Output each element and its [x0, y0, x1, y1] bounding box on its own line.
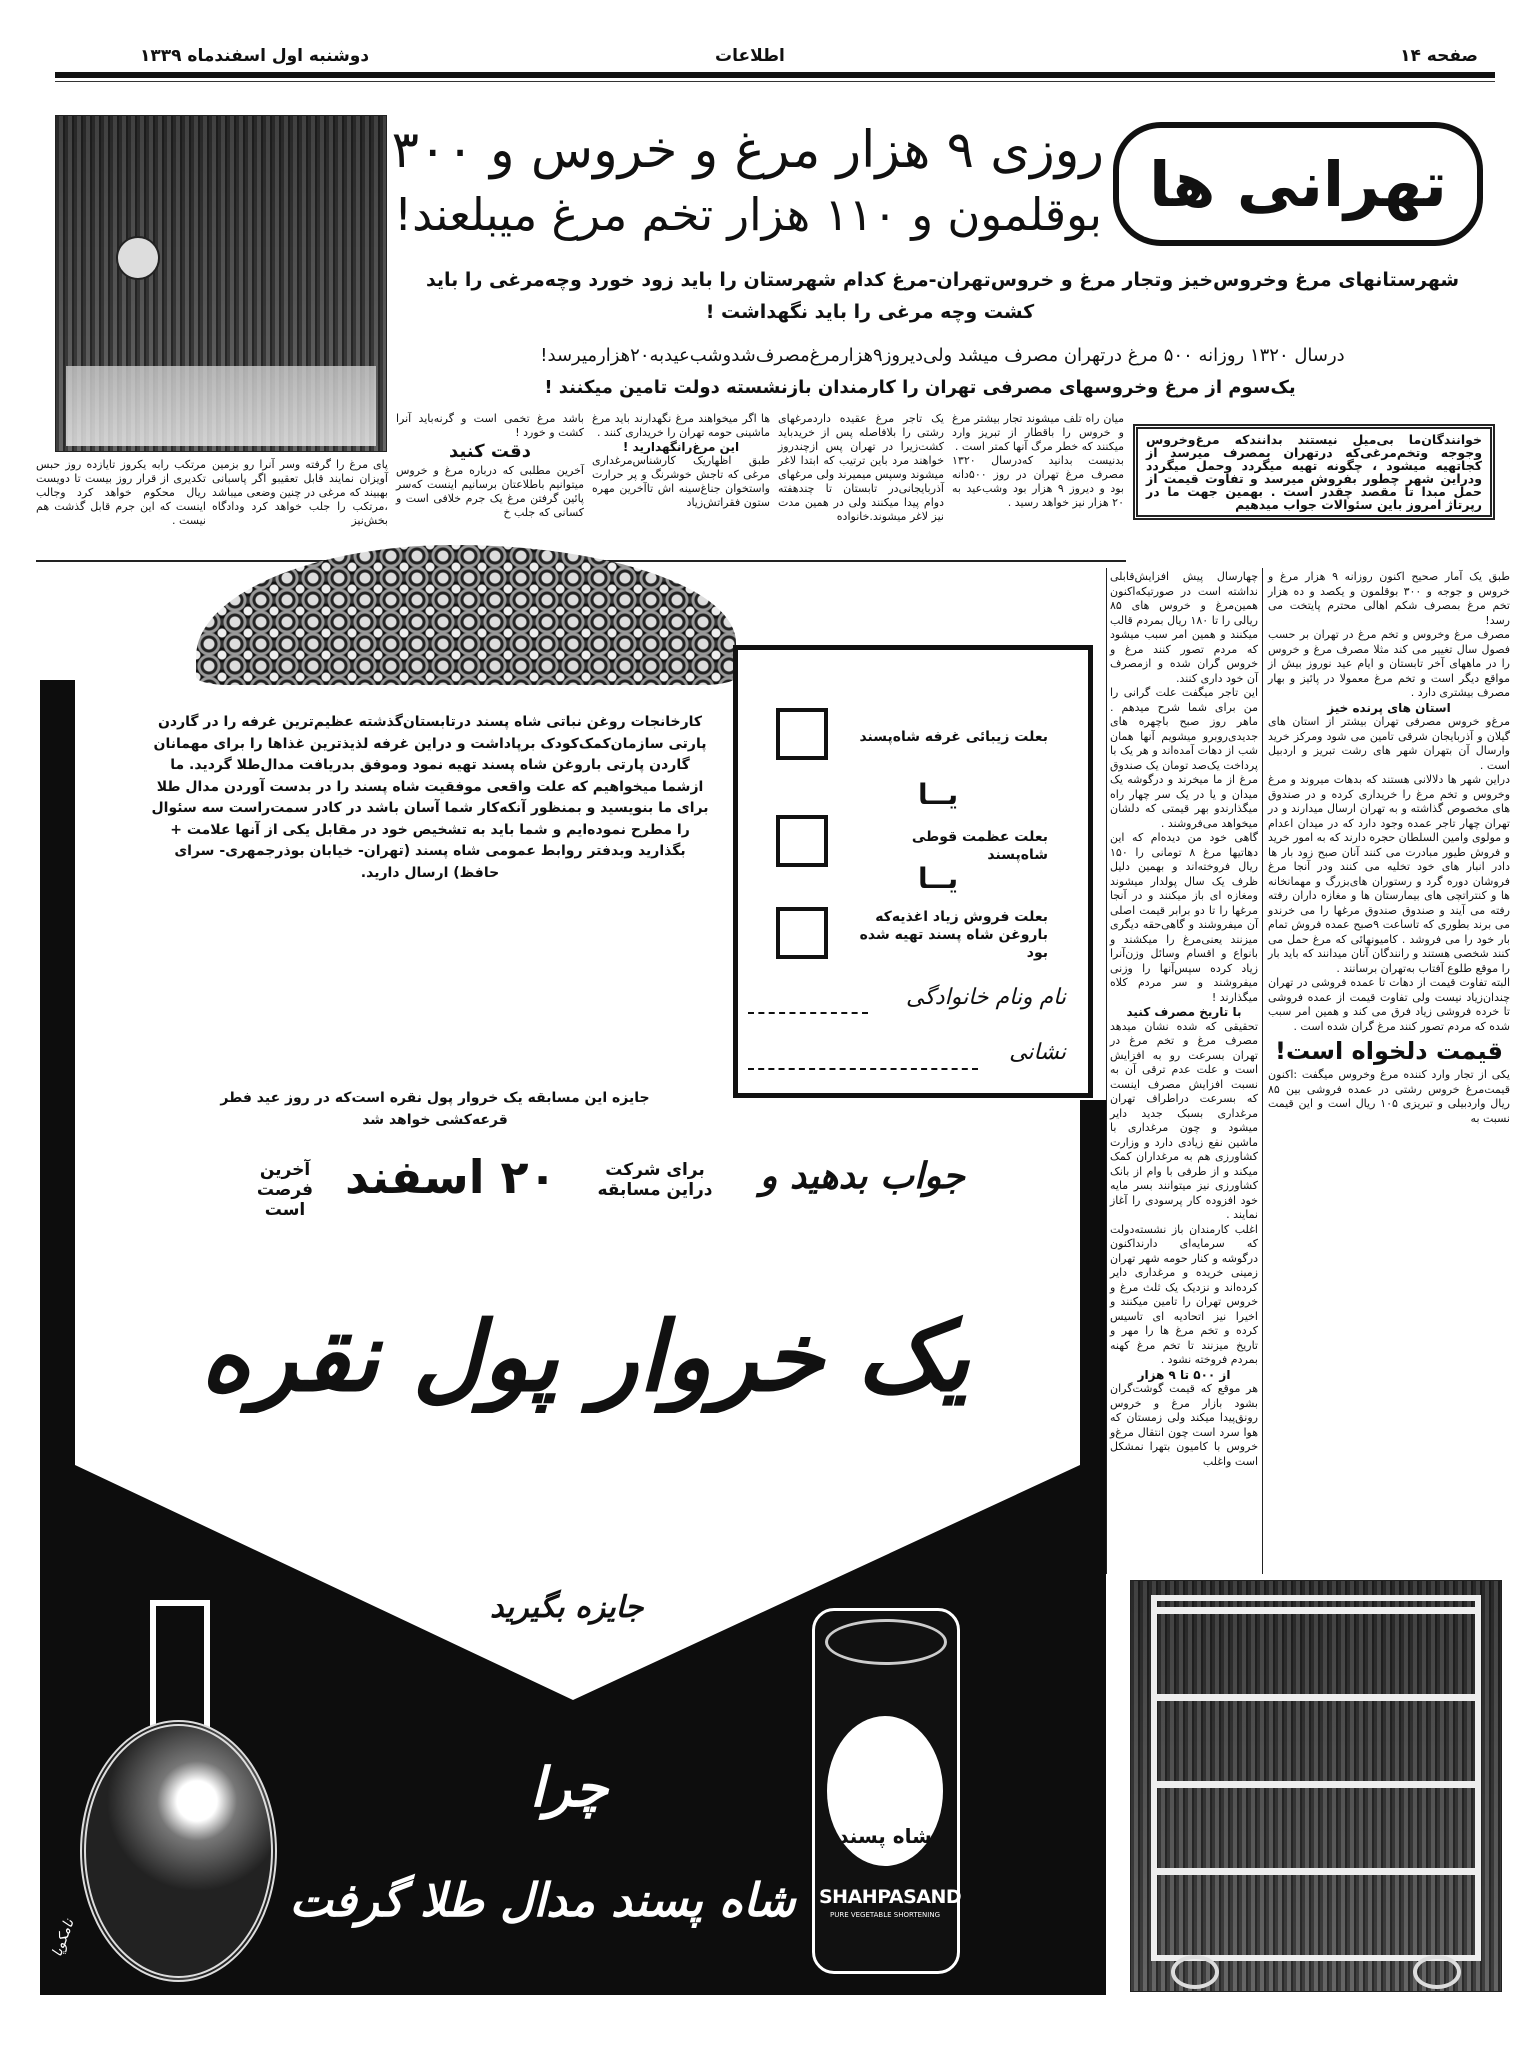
- top-column-1-text-2: بدنیست بدانید که‌درسال ۱۳۲۰ مصرف مرغ تهران در روز ۵۰۰دانه بود و دیروز ۹ هزار بود وشب‌عید به ۲۰ هزار نیز خواهد رسید .: [952, 454, 1124, 509]
- top-column-3-text-2: طبق اظهاریک کارشناس‌مرغداری مرغی که تاجش خوشرنگ و پر حرارت واستخوان جناغ‌سینه اش تاآخرین مهره ستون فقراتش‌زیاد: [592, 454, 770, 509]
- chicken-cage-photo: [1130, 1580, 1502, 1992]
- name-field[interactable]: [748, 1012, 868, 1014]
- article-col1-p2: مصرف مرغ وخروس و تخم مرغ در تهران بر حسب فصول سال تغییر می کند مثلا مصرف مرغ و خروس را در ماههای آخر تابستان و ایام عید نوروز بیش از مواقع دیگر است و تخم مرغ معمولا در پائیز و بهار مصرف بیشتری دارد .: [1268, 628, 1510, 699]
- subheadline-1: شهرستانهای مرغ وخروس‌خیز وتجار مرغ و خروس‌تهران-مرغ کدام شهرستان را باید زود خورد وچه‌مرغی را باید: [425, 269, 1460, 291]
- option-1-checkbox[interactable]: [776, 708, 828, 760]
- gold-medal-icon: [80, 1720, 277, 1982]
- top-column-4-text-2: آخرین مطلبی که درباره مرغ و خروس میتوانیم باطلاعتان برسانیم اینست که‌سر پائین گرفتن مرغ یک جرم خلافی است و کسانی که جلب خ: [396, 464, 584, 519]
- column-rule-2: [1262, 568, 1263, 1574]
- big-prize-text: یک خروار پول نقره: [200, 1300, 970, 1413]
- article-col1-p3: مرغ‌و خروس مصرفی تهران بیشتر از استان های گیلان و آذربایجان شرقی تامین می شود ومرکز خرید وارسال آن بتهران شهر های رشت تبریز و اردبیل است .: [1268, 715, 1510, 772]
- article-col2-heading-1: با تاریخ مصرف کنید: [1126, 1005, 1242, 1019]
- article-col2-p1: چهارسال پیش افزایش‌قابلی نداشته است در صورتیکه‌اکنون همین‌مرغ و خروس های ۸۵ ریالی را تا ۱۸۰ ریال بمردم قالب میکنند و همین امر سبب میشود که مردم تصور کنند مرغ و خروس گران شده و ازمصرف آن خود داری کنند.: [1110, 570, 1258, 685]
- article-col1-heading-2: قیمت دلخواه است!: [1275, 1037, 1503, 1065]
- article-col2-p4: تحقیقی که شده نشان میدهد مصرف مرغ و تخم مرغ در تهران بسرعت رو به افزایش است و علت عدم ترقی آن به نسبت افزایش مصرف اینست که بسرعت دراطراف تهران مرغداری بسبک جدید دایر میشود و چون مرغداری با ماشین نفع زیادی دارد و وزارت کشاورزی هم به مرغداران کمک میکند و از طرفی با وام از بانک کشاورزی نیز میتوانند بسر مایه خود افزوده کار پرسودی را آغاز نمایند .: [1110, 1019, 1258, 1221]
- address-field[interactable]: [748, 1068, 978, 1070]
- scale-dial: [116, 236, 160, 280]
- answer-text: جواب بدهید و: [760, 1155, 965, 1197]
- newspaper-name: اطلاعات: [715, 46, 785, 66]
- top-column-2: یک تاجر مرغ عقیده داردمرغهای رشتی را بلافاصله پس از خریدباید کشت‌زیرا در تهران پس ازچندروز خواهند مرد باین ترتیب که ابتدا لاغر میشوند وسپس میمیرند ولی مرغهای آذربایجانی‌در تابستان تا چندهفته دوام پیدا میکنند ولی در همین مدت نیز لاغر میشوند.خانواده: [778, 412, 944, 523]
- artist-signature: نامکوپا: [49, 1917, 78, 1959]
- cage-frame: [1151, 1595, 1481, 1961]
- article-col1-p5: البته تفاوت قیمت از دهات تا عمده فروشی در تهران چندان‌زیاد نیست ولی تفاوت قیمت از عمده فروشی تا خرده فروشی زیاد فرق می کند و همین امر سبب شده که مردم تصور کنند مرغ گران شده است .: [1268, 976, 1510, 1033]
- why-text: چرا: [530, 1755, 609, 1819]
- option-3-checkbox[interactable]: [776, 907, 828, 959]
- option-1-label: بعلت زیبائی غرفه شاه‌پسند: [859, 729, 1048, 745]
- article-column-1: [1268, 570, 1510, 1126]
- contest-entry-form: [733, 645, 1093, 1098]
- article-col2-p5: اغلب کارمندان باز نشسته‌دولت که سرمایه‌ای دارنداکنون درگوشه و کنار حومه شهر تهران زمینی خریده و مرغداری دایر کرده‌اند و نزدیک یک ثلث مرغ و خروس تهران را تامین میکنند و اخیرا نیز اتحادیه ای تاسیس کرده و تخم مرغ ها را مهر و تاریخ میزنند تا تخم مرغ کهنه بمردم فروخته نشود .: [1110, 1222, 1258, 1366]
- subheadline-2: کشت وچه مرغی را باید نگهداشت !: [705, 301, 1035, 323]
- can-lid: [825, 1619, 947, 1665]
- poultry-shop-photo: [55, 115, 387, 452]
- headline-line-1: روزی ۹ هزار مرغ و خروس و ۳۰۰: [392, 121, 1104, 180]
- headline-line-2: بوقلمون و ۱۱۰ هزار تخم مرغ میبلعند!: [394, 188, 1102, 241]
- contest-description: کارخانجات روغن نباتی شاه پسند درتابستان‌گذشته عظیم‌ترین غرفه را در گاردن پارتی سازمان‌کمک‌کودک برپاداشت و دراین غرفه لذیذترین غذاها را برای مهمانان گاردن پارتی باروغن شاه پسند تهیه نمود وموفق بدریافت مدال‌طلا گردید. ما ازشما میخواهیم که علت واقعی موفقیت شاه پسند را در بدست آوردن مدال طلا برای ما بنویسید و بمنظور آنکه‌کار شما آسان باشد در کادر سمت‌راست سه سئوال را مطرح نموده‌ایم و شما باید به تشخیص خود در مقابل یکی از آنها علامت + بگذارید وبدفتر روابط عمومی شاه پسند (تهران- خیابان بوذرجمهری- سرای حافظ) ارسال دارید.: [151, 714, 709, 881]
- can-subtitle: PURE VEGETABLE SHORTENING: [829, 1911, 941, 1919]
- article-col1-heading-1: استان های پرنده خیز: [1327, 700, 1451, 715]
- column-rule: [1106, 568, 1107, 1574]
- get-prize-text: جایزه بگیرید: [490, 1590, 644, 1625]
- shahpasand-can: [812, 1608, 960, 1974]
- subheadline-4: یک‌سوم از مرغ وخروسهای مصرفی تهران را کارمندان بازنشسته دولت تامین میکنند !: [544, 377, 1296, 398]
- or-label: یــا: [918, 778, 959, 811]
- prize-description: جایزه این مسابقه یک خروار پول نقره است‌که در روز عید فطر قرعه‌کشی خواهد شد: [220, 1090, 650, 1128]
- in-contest-text: دراین مسابقه: [597, 1180, 713, 1200]
- option-3-label: بعلت فروش زیاد اغذیه‌که باروغن شاه پسند تهیه شده بود: [859, 909, 1048, 961]
- top-column-4: [396, 412, 584, 520]
- page-number: صفحه ۱۴: [1400, 46, 1478, 66]
- article-col2-p3: گاهی خود من دیده‌ام که این دهاتیها مرغ ۸ تومانی را ۱۵۰ ریال فروخته‌اند و بهمین دلیل ظرف یک سال پولدار میشوند ومغازه ای باز میکنند و در آنجا مرغها را تا دو برابر قیمت اصلی آن میفروشند و گاهی‌حقه دیگری میزنند یعنی‌مرغ را میکشند و بانواع و اقسام وسائل وزن‌آنرا زیاد کرده سپس‌آنها را وزنی میفروشند و سر مردم کلاه میگذارند !: [1110, 831, 1259, 1004]
- masthead-rule: [55, 72, 1495, 78]
- slogan-text: شاه پسند مدال طلا گرفت: [289, 1873, 796, 1927]
- deadline-date: ۲۰ اسفند: [345, 1150, 557, 1204]
- intro-box: خوانندگان‌ما بی‌میل نیستند بدانندکه مرغ‌وخروس وجوجه وتخم‌مرغی‌که درتهران بمصرف میرسد از کجاتهیه میشود ، چگونه تهیه میگردد وحمل میگردد ودراین شهر چطور بفروش میرسد و تفاوت قیمت از حمل مبدا تا مقصد چقدر است . بهمین جهت ما در رپرتاژ امروز باین سئوالات جواب میدهیم: [1133, 424, 1495, 520]
- cart-wheel: [1413, 1955, 1461, 1989]
- photo-caption-column-2: مرتکب رابه یکروز تایازده روز حبس تکدیری از قرار روز بیست تا دویست ریال محکوم خواهد کرد وجالب اینست که این جرم قابل گذشت هم نیست .: [36, 458, 206, 527]
- article-col2-p6: هر موقع که قیمت گوشت‌گران بشود بازار مرغ و خروس رونق‌پیدا میکند ولی زمستان که هوا سرد است چون انتقال مرغ‌و خروس با کامیون بتهرا نمشکل است واغلب: [1110, 1382, 1258, 1468]
- address-field-label: نشانی: [1009, 1040, 1066, 1065]
- top-column-1-text: میان راه تلف میشوند تجار بیشتر مرغ و خروس را باقطار از تبریز وارد میکنند که خطر مرگ آنها کمتر است .: [952, 412, 1124, 453]
- can-brand: SHAHPASAND: [819, 1886, 962, 1908]
- top-column-3-heading: این مرغ‌رانگهدارید !: [622, 440, 740, 454]
- article-col1-p1: طبق یک آمار صحیح اکنون روزانه ۹ هزار مرغ و خروس و جوجه و ۳۰۰ بوقلمون و یکصد و ده هزار تخم مرغ بمصرف شکم اهالی محترم پایتخت می رسد!: [1268, 570, 1510, 627]
- photo-caption-column-1: پای مرغ را گرفته وسر آنرا رو بزمین آویزان نمایند قابل تعقیبو اگر پاسبانی بهبیند که مرغی در چنین وضعی میباشد ،مرتکب را جلب خواهد کرد ودادگاه بخش‌نیز: [212, 458, 388, 527]
- can-persian-brand: شاه پسند: [838, 1824, 932, 1848]
- masthead-rule-thin: [55, 81, 1495, 82]
- top-column-1: [952, 412, 1124, 510]
- can-emblem: [827, 1716, 943, 1866]
- last-chance-text: [235, 1160, 335, 1220]
- subheadline-3: درسال ۱۳۲۰ روزانه ۵۰۰ مرغ درتهران مصرف میشد ولی‌دیروز۹هزارمرغ‌مصرف‌شدوشب‌عیدبه۲۰هزارمیرسد!: [540, 345, 1345, 366]
- article-col1-p6: یکی از تجار وارد کننده مرغ وخروس میگفت :اکنون قیمت‌مرغ خروس رشتی در عمده فروشی بین ۸۵ ریال واردبیلی و تبریزی ۱۰۵ ریال است و این قیمت نسبت به: [1268, 1068, 1510, 1125]
- article-col1-p4: دراین شهر ها دلالانی هستند که بدهات میروند و مرغ وخروس و تخم مرغ را خریداری کرده و در صندوق های مخصوص گذاشته و به تهران ارسال میدارند و در تهران چهار تاجر عمده وجود دارد که در میدان اعدام و مولوی وامین السلطان حجره دارند که به امور خرید و فروش طیور مبادرت می کنند آنان صبح زود بار ها دادر انبار های خود تخلیه می کنند ودر آنجا مرغ فروشان دوره گرد و رستوران های‌بزرگ و مهمانخانه ها و کنتراتچی های بیمارستان ها و مغازه داران رفته رفته می آیند و صندوق صندوق مرغها را می خرندو می برند بطوری که تاساعت ۹صبح عمده فروش تمام بار خود را می فروشد . کامیونهائی که مرغ حمل می کنند شخصی هستند و رانندگان آنان میدانند که باید بار را موقع طلوع آفتاب به‌تهران برسانند .: [1268, 773, 1510, 975]
- article-col2-p2: این تاجر میگفت علت گرانی را من برای شما شرح میدهم . ماهر روز صبح باچهره های جدیدی‌روبرو میشویم آنها همان شب از دهات آمده‌اند و هر یک با پرداخت یک‌صد تومان یک صندوق مرغ از ما میخرند و درگوشه یک میدان و یا در یک سر چهار راه میگذارندو بهر قیمتی که دلشان میخواهد می‌فروشند .: [1110, 686, 1258, 830]
- option-2-checkbox[interactable]: [776, 815, 828, 867]
- article-column-2: [1110, 570, 1258, 1469]
- or-label-2: یــا: [918, 862, 959, 895]
- cart-wheel: [1171, 1955, 1219, 1989]
- chance-text: فرصت است: [256, 1180, 314, 1220]
- top-column-3: [592, 412, 770, 510]
- poultry-pile: [66, 366, 376, 446]
- issue-date: دوشنبه اول اسفندماه ۱۳۳۹: [140, 46, 370, 66]
- top-column-3-text: ها اگر میخواهند مرغ نگهدارند باید مرغ ماشینی حومه تهران را خریداری کنند .: [592, 412, 770, 439]
- article-col2-heading-2: از ۵۰۰ تا ۹ هزار: [1137, 1367, 1231, 1382]
- top-column-4-heading: دقت کنید: [449, 441, 531, 462]
- silver-coins-pile: [196, 545, 736, 685]
- option-2-label: بعلت عظمت قوطی شاه‌پسند: [911, 829, 1048, 863]
- to-join-text: برای شرکت: [605, 1160, 705, 1180]
- join-contest-text: [595, 1160, 715, 1200]
- section-label: تهرانی ها: [1113, 122, 1483, 246]
- last-text: آخرین: [259, 1160, 311, 1180]
- top-column-4-text: باشد مرغ تخمی است و گرنه‌باید آنرا کشت و خورد !: [396, 412, 584, 439]
- name-field-label: نام ونام خانوادگی: [905, 985, 1066, 1010]
